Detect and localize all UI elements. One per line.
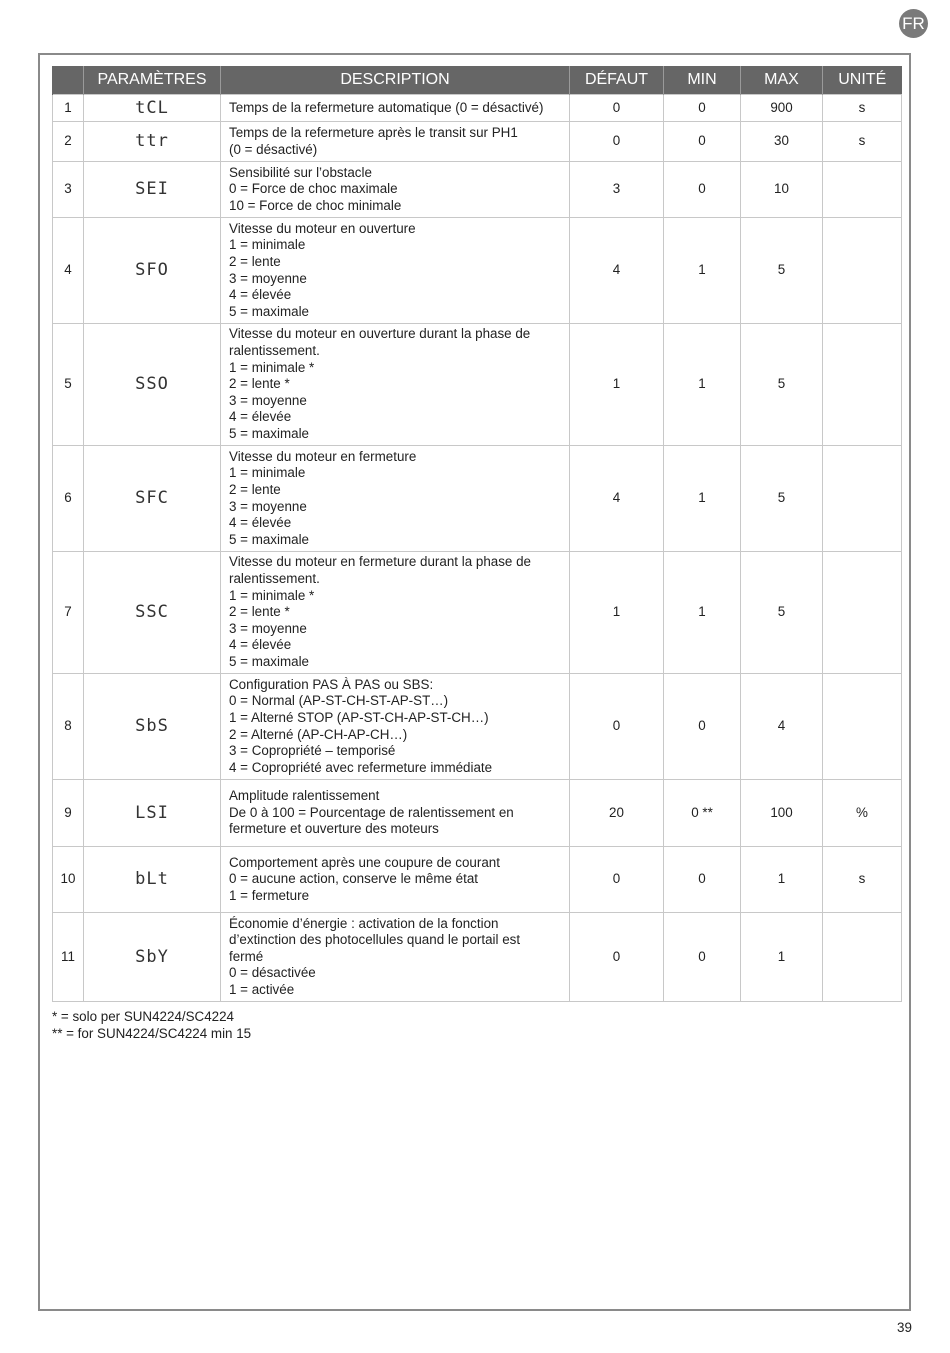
parameter-code: tCL: [84, 95, 221, 122]
default-value: 3: [570, 162, 664, 218]
default-value: 0: [570, 95, 664, 122]
description-line: 3 = moyenne: [229, 392, 307, 408]
description-line: Vitesse du moteur en ouverture: [229, 220, 416, 236]
parameter-code: SbY: [84, 913, 221, 1002]
footnotes: [52, 1008, 251, 1042]
table-row: [53, 446, 902, 552]
parameter-code: ttr: [84, 122, 221, 162]
description-line: 0 = désactivée: [229, 965, 316, 981]
max-value: 5: [741, 552, 823, 674]
parameter-code: SbS: [84, 674, 221, 780]
description-cell: [221, 847, 570, 913]
table-header-row: [53, 66, 902, 95]
description-line: 1 = minimale: [229, 237, 306, 253]
unit-value: s: [823, 122, 902, 162]
unit-value: [823, 324, 902, 446]
table-row: [53, 324, 902, 446]
unit-value: [823, 218, 902, 324]
default-value: 1: [570, 552, 664, 674]
description-line: 3 = moyenne: [229, 270, 307, 286]
max-value: 30: [741, 122, 823, 162]
min-value: 0 **: [664, 780, 741, 847]
header-max: MAX: [741, 66, 823, 95]
unit-value: s: [823, 95, 902, 122]
description-line: 1 = activée: [229, 981, 295, 997]
header-number: [53, 66, 84, 95]
table-row: [53, 122, 902, 162]
unit-value: [823, 674, 902, 780]
parameter-code: SSC: [84, 552, 221, 674]
max-value: 1: [741, 913, 823, 1002]
max-value: 1: [741, 847, 823, 913]
default-value: 0: [570, 122, 664, 162]
table-row: [53, 95, 902, 122]
unit-value: [823, 552, 902, 674]
description-line: 10 = Force de choc minimale: [229, 197, 402, 213]
default-value: 0: [570, 674, 664, 780]
min-value: 1: [664, 218, 741, 324]
max-value: 5: [741, 446, 823, 552]
unit-value: s: [823, 847, 902, 913]
description-line: 0 = Normal (AP-ST-CH-ST-AP-ST…): [229, 693, 449, 709]
max-value: 5: [741, 218, 823, 324]
min-value: 0: [664, 122, 741, 162]
description-line: 5 = maximale: [229, 303, 310, 319]
description-line: 1 = minimale *: [229, 587, 315, 603]
row-number: 11: [53, 913, 84, 1002]
footnote: * = solo per SUN4224/SC4224: [52, 1009, 235, 1024]
description-line: fermé: [229, 948, 264, 964]
parameters-table: [52, 66, 902, 1002]
description-cell: [221, 780, 570, 847]
table-row: [53, 162, 902, 218]
unit-value: [823, 162, 902, 218]
min-value: 0: [664, 847, 741, 913]
description-line: ralentissement.: [229, 343, 320, 359]
description-line: Économie d’énergie : activation de la fonction: [229, 915, 499, 931]
description-line: 2 = lente *: [229, 604, 290, 620]
default-value: 4: [570, 446, 664, 552]
row-number: 7: [53, 552, 84, 674]
description-line: 5 = maximale: [229, 653, 310, 669]
description-line: 1 = Alterné STOP (AP-ST-CH-AP-ST-CH…): [229, 709, 489, 725]
min-value: 1: [664, 446, 741, 552]
table-row: [53, 552, 902, 674]
min-value: 1: [664, 324, 741, 446]
description-cell: [221, 162, 570, 218]
description-line: 3 = moyenne: [229, 620, 307, 636]
description-line: 2 = lente: [229, 481, 281, 497]
parameter-code: bLt: [84, 847, 221, 913]
description-cell: [221, 95, 570, 122]
description-line: 0 = Force de choc maximale: [229, 181, 398, 197]
description-line: 4 = élevée: [229, 637, 292, 653]
description-line: Vitesse du moteur en ouverture durant la phase de: [229, 326, 531, 342]
table-row: [53, 780, 902, 847]
description-line: 4 = Copropriété avec refermeture immédiate: [229, 759, 493, 775]
description-cell: [221, 913, 570, 1002]
description-line: 4 = élevée: [229, 409, 292, 425]
description-line: 5 = maximale: [229, 531, 310, 547]
max-value: 10: [741, 162, 823, 218]
min-value: 0: [664, 162, 741, 218]
table-row: [53, 218, 902, 324]
default-value: 0: [570, 847, 664, 913]
header-unite: UNITÉ: [823, 66, 902, 95]
row-number: 5: [53, 324, 84, 446]
description-line: De 0 à 100 = Pourcentage de ralentissement en: [229, 804, 514, 820]
unit-value: %: [823, 780, 902, 847]
parameter-code: SSO: [84, 324, 221, 446]
language-badge: FR: [899, 9, 928, 38]
description-cell: [221, 324, 570, 446]
max-value: 5: [741, 324, 823, 446]
table-row: [53, 847, 902, 913]
row-number: 10: [53, 847, 84, 913]
description-line: Vitesse du moteur en fermeture durant la phase de: [229, 554, 531, 570]
page-number: 39: [897, 1320, 912, 1335]
footnote: ** = for SUN4224/SC4224 min 15: [52, 1026, 252, 1041]
description-cell: [221, 122, 570, 162]
row-number: 6: [53, 446, 84, 552]
unit-value: [823, 446, 902, 552]
min-value: 0: [664, 913, 741, 1002]
unit-value: [823, 913, 902, 1002]
description-line: Temps de la refermeture après le transit sur PH1: [229, 124, 518, 140]
description-line: Configuration PAS À PAS ou SBS:: [229, 676, 434, 692]
default-value: 0: [570, 913, 664, 1002]
description-line: 4 = élevée: [229, 287, 292, 303]
description-line: 2 = lente: [229, 253, 281, 269]
table-row: [53, 674, 902, 780]
description-line: 5 = maximale: [229, 425, 310, 441]
min-value: 0: [664, 674, 741, 780]
row-number: 3: [53, 162, 84, 218]
description-line: Vitesse du moteur en fermeture: [229, 448, 417, 464]
description-cell: [221, 218, 570, 324]
header-min: MIN: [664, 66, 741, 95]
max-value: 900: [741, 95, 823, 122]
parameter-code: LSI: [84, 780, 221, 847]
row-number: 8: [53, 674, 84, 780]
description-line: Amplitude ralentissement: [229, 788, 380, 804]
row-number: 2: [53, 122, 84, 162]
row-number: 4: [53, 218, 84, 324]
description-line: Comportement après une coupure de courant: [229, 854, 500, 870]
row-number: 9: [53, 780, 84, 847]
header-defaut: DÉFAUT: [570, 66, 664, 95]
description-line: Temps de la refermeture automatique (0 = désactivé): [229, 99, 544, 115]
default-value: 4: [570, 218, 664, 324]
min-value: 0: [664, 95, 741, 122]
description-cell: [221, 552, 570, 674]
description-line: 0 = aucune action, conserve le même état: [229, 871, 478, 887]
max-value: 4: [741, 674, 823, 780]
default-value: 20: [570, 780, 664, 847]
description-line: d’extinction des photocellules quand le portail est: [229, 932, 521, 948]
parameter-code: SFC: [84, 446, 221, 552]
parameter-code: SFO: [84, 218, 221, 324]
description-line: 3 = Copropriété – temporisé: [229, 743, 396, 759]
description-line: (0 = désactivé): [229, 141, 318, 157]
description-line: fermeture et ouverture des moteurs: [229, 821, 439, 837]
header-parametres: PARAMÈTRES: [84, 66, 221, 95]
description-line: 2 = lente *: [229, 376, 290, 392]
description-line: 1 = fermeture: [229, 887, 310, 903]
max-value: 100: [741, 780, 823, 847]
default-value: 1: [570, 324, 664, 446]
description-line: ralentissement.: [229, 571, 320, 587]
description-line: 1 = minimale: [229, 465, 306, 481]
table-row: [53, 913, 902, 1002]
description-line: 4 = élevée: [229, 515, 292, 531]
row-number: 1: [53, 95, 84, 122]
header-description: DESCRIPTION: [221, 66, 570, 95]
description-line: 3 = moyenne: [229, 498, 307, 514]
description-line: Sensibilité sur l’obstacle: [229, 164, 372, 180]
description-line: 2 = Alterné (AP-CH-AP-CH…): [229, 726, 408, 742]
description-cell: [221, 674, 570, 780]
description-line: 1 = minimale *: [229, 359, 315, 375]
parameter-code: SEI: [84, 162, 221, 218]
description-cell: [221, 446, 570, 552]
min-value: 1: [664, 552, 741, 674]
